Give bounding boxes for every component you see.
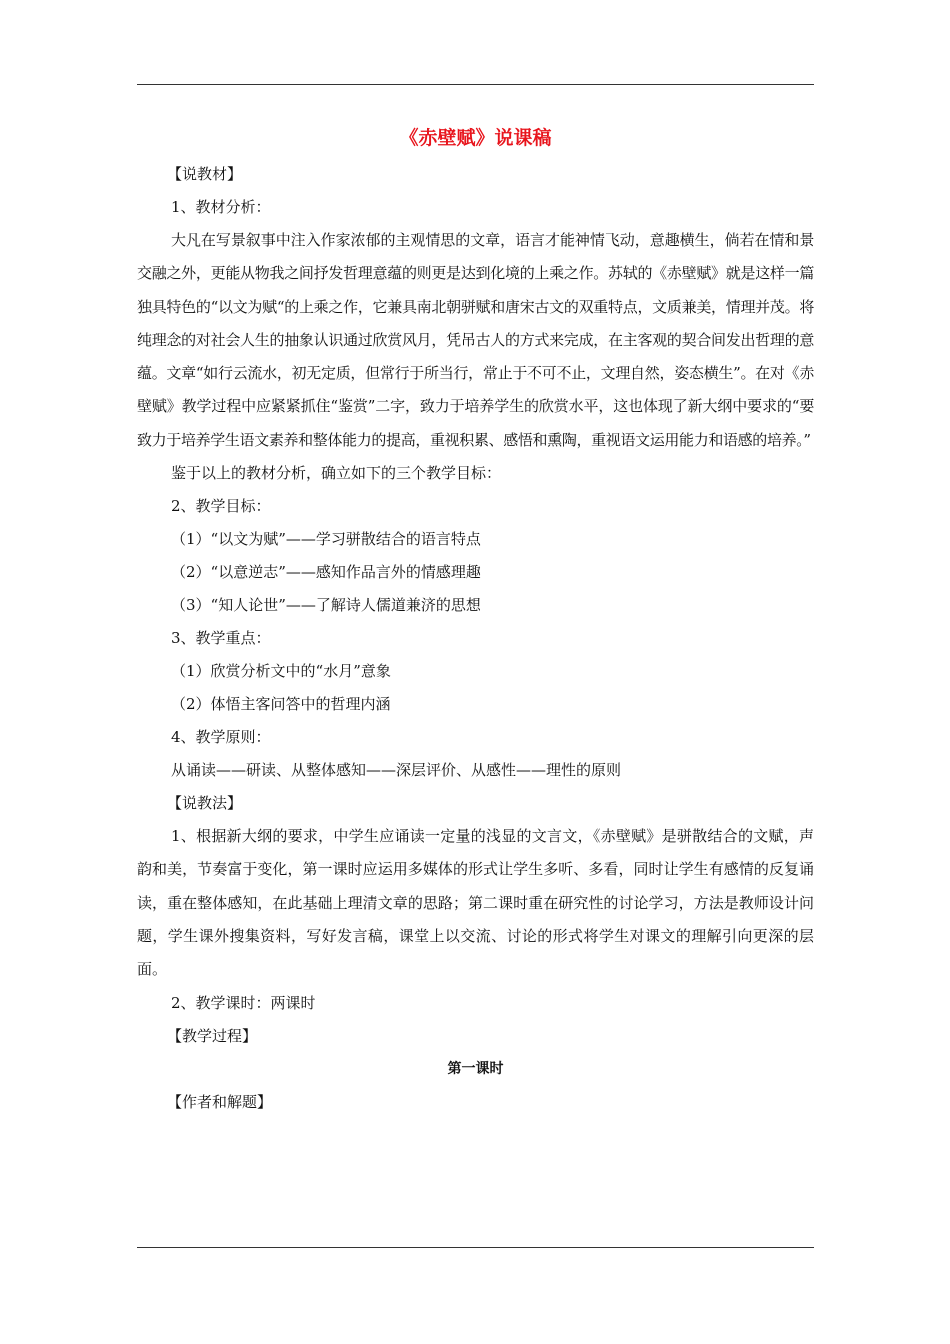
section-heading-textbook: 【说教材】: [167, 165, 243, 183]
analysis-paragraph: [137, 224, 814, 457]
subheading-principles: 4、教学原则：: [171, 728, 271, 747]
document-body: [137, 118, 814, 1119]
section-heading-method: 【说教法】: [167, 794, 243, 813]
focus-item: （2）体悟主客问答中的哲理内涵: [171, 695, 391, 714]
goal-item: （3）“知人论世”——了解诗人儒道兼济的思想: [171, 596, 481, 615]
focus-item: （1）欣赏分析文中的“水月”意象: [171, 662, 391, 681]
goal-item: （1）“以文为赋”——学习骈散结合的语言特点: [171, 530, 481, 549]
subheading-focus: 3、教学重点：: [171, 629, 271, 648]
method-text: 1、根据新大纲的要求，中学生应诵读一定量的浅显的文言文，《赤壁赋》是骈散结合的文赋，声韵和美，节奏富于变化，第一课时应运用多媒体的形式让学生多听、多看，同时让学生有感情的反复诵读，重在整体感知，在此基础上理清文章的思路；第二课时重在研究性的讨论学习，方法是教师设计问题，学生课外搜集资料，写好发言稿，课堂上以交流、讨论的形式将学生对课文的理解引向更深的层面。: [137, 827, 814, 979]
header-rule: [137, 84, 814, 85]
principles-text: 从诵读——研读、从整体感知——深层评价、从感性——理性的原则: [171, 761, 622, 780]
analysis-conclusion: 鉴于以上的教材分析，确立如下的三个教学目标：: [171, 464, 502, 483]
lesson-hours: 2、教学课时：两课时: [171, 993, 316, 1012]
lesson-one-heading: 第一课时: [447, 1060, 504, 1077]
method-paragraph: [137, 820, 814, 986]
page-title: 《赤壁赋》说课稿: [399, 127, 552, 149]
section-heading-process: 【教学过程】: [167, 1026, 258, 1045]
footer-rule: [137, 1247, 814, 1248]
section-heading-author: 【作者和解题】: [167, 1092, 273, 1111]
goal-item: （2）“以意逆志”——感知作品言外的情感理趣: [171, 563, 481, 582]
analysis-text: 大凡在写景叙事中注入作家浓郁的主观情思的文章，语言才能神情飞动，意趣横生，倘若在情和景交融之外，更能从物我之间抒发哲理意蕴的则更是达到化境的上乘之作。苏轼的《赤壁赋》就是这样一篇独具特色的“以文为赋“的上乘之作，它兼具南北朝骈赋和唐宋古文的双重特点，文质兼美，情理并茂。将纯理念的对社会人生的抽象认识通过欣赏风月，凭吊古人的方式来完成，在主客观的契合间发出哲理的意蕴。文章“如行云流水，初无定质，但常行于所当行，常止于不可不止，文理自然，姿态横生”。在对《赤壁赋》教学过程中应紧紧抓住“鉴赏”二字，致力于培养学生的欣赏水平，这也体现了新大纲中要求的“要致力于培养学生语文素养和整体能力的提高，重视积累、感悟和熏陶，重视语文运用能力和语感的培养。”: [137, 231, 814, 449]
subheading-goals: 2、教学目标：: [171, 497, 271, 516]
subheading-analysis: 1、教材分析：: [171, 198, 271, 216]
